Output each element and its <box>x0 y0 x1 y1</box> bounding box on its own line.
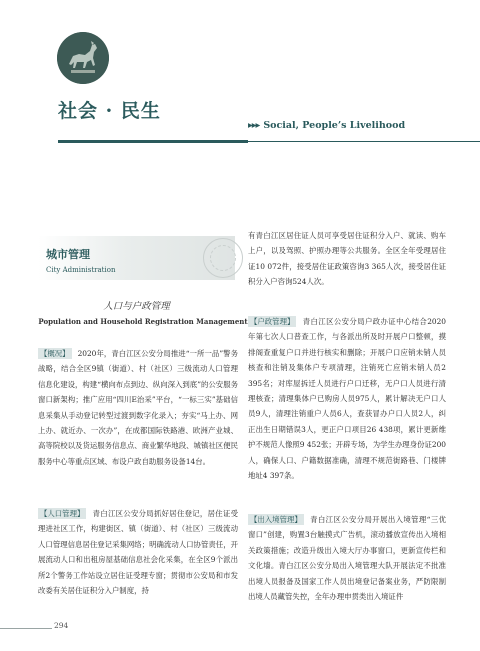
paragraph-household <box>248 314 446 500</box>
header-divider <box>248 141 480 142</box>
english-title <box>248 120 405 131</box>
paragraph-tag: 【人口管理】 <box>40 509 85 518</box>
paragraph-continued <box>248 228 446 298</box>
footer-rule <box>0 628 52 629</box>
paragraph-tag: 【户政管理】 <box>250 317 295 326</box>
section-title-en: City Administration <box>46 266 116 274</box>
arrows-icon: ▸▸▸ <box>248 120 260 131</box>
header-divider-accent <box>58 140 248 143</box>
section-title-cn: 城市管理 <box>46 248 90 261</box>
paragraph-tag: 【出入境管理】 <box>250 515 302 524</box>
paragraph-text: 青白江区公安分局抓好居住登记，居住证受理进社区工作，构建街区、镇（街道）、村（社区）三级流动人口管理信息居住登记采集网络；明确流动人口协管责任，开展流动人口和出租房屋基础信息社会化采集，在全区9个派出所2个警务工作站设立居住证受理专窗；贯彻市公安局和市发改委有关居住证积分入户制度，持 <box>38 509 238 596</box>
paragraph-text: 2020年，青白江区公安分局推进“一所一品”警务战略，结合全区9镇（街道）、村（社区）三级流动人口管理信息化建设，构建“横向布点到边、纵向深入到底”的公安服务窗口新架构；推广应用“四川E治采”平台，“一标三实”基础信息采集从手动登记转型过渡到数字化录入；夯实“马上办、网上办、就近办、一次办”，在成都国际铁路港、欧洲产业城、高等院校以及货运服务信息点、商业繁华地段、城镇社区便民服务中心等重点区域、布设户政自助服务设备14台。 <box>38 349 238 466</box>
paragraph-tag: 【概况】 <box>40 349 70 358</box>
paragraph-exit-entry <box>248 512 446 620</box>
paragraph-text: 青白江区公安分局开展出入境管理“三优窗口”创建，购置3台触摸式广告机，滚动播放宣传出入境相关政策措施；改造升级出入境大厅办事窗口，更新宣传栏和文化墙。青白江区公安分局出入境管理大队开展法定不批准出境人员报备及国家工作人员出境登记备案业务，严防限制出境人员藏管失控，全年办理申贯类出入境证件 <box>248 515 446 602</box>
bronze-horse-icon <box>57 32 109 84</box>
paragraph-population <box>38 506 238 616</box>
paragraph-overview <box>38 346 238 492</box>
subsection-title-cn: 人口与户政管理 <box>103 301 170 312</box>
english-title-text: Social, People’s Livelihood <box>263 120 406 131</box>
paragraph-text: 有青白江区居住证人员可享受居住证积分入户、就读、购车上户，以及驾照、护照办理等公共服务。全区全年受理居住证10 072件，接受居住证政策咨询3 365人次，接受居住证积分入户咨询524人次。 <box>248 231 446 287</box>
page-title: 社会 · 民生 <box>58 100 161 122</box>
page-number: 294 <box>54 621 69 630</box>
subsection-title-en: Population and Household Registration Management <box>38 317 248 326</box>
paragraph-text: 青白江区公安分局户政办证中心结合2020年第七次人口普查工作，与各派出所及时开展户口整顿，摸排阁查重复户口并进行核实和删除；开展户口应销未销人员核查和注销及集体户专项清理，注销死亡应销未销人员2 395名；对库屋拆迁人员进行户口迁移，无户口人员进行清理核查；清理集体户已购房人员975人，累计解决无户口人员9人，清理注销重户人员6人，查获冒办户口人员2人，纠正出生日期错误3人，更正户口项目26 438项，累计更新维护不规范人像照9 452张；开辟专场，为学生办理身份证200人，确保人口、户籍数据准确，清理不规范街路巷、门楼牌地址4 397条。 <box>248 317 446 481</box>
section-decoration-icon <box>203 238 243 278</box>
